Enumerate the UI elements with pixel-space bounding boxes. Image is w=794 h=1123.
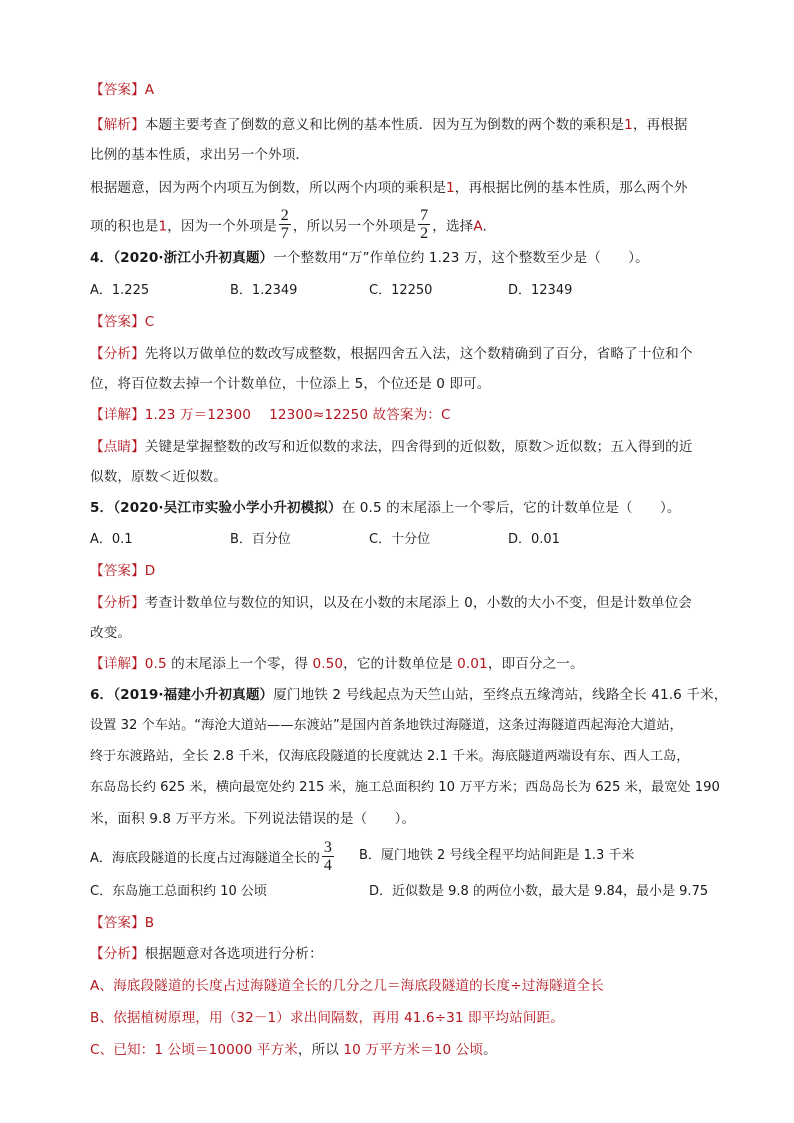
fraction-seven-halves [418, 207, 430, 242]
analysis-tag: 【分析】 [90, 595, 145, 611]
q4-option-a: A．1.225 [90, 283, 150, 298]
q6-analysis-b [90, 1008, 564, 1028]
answer-tag: 【答案】 [90, 314, 145, 330]
detail-text: 1.23 万＝12300 12300≈12250 故答案为：C [144, 407, 451, 423]
analysis-text: ，所以 [297, 1042, 344, 1058]
analysis-tag: 【解析】 [90, 117, 145, 133]
analysis-text: B、依据植树原理，用（32－1）求出间隔数，再用 [90, 1010, 404, 1026]
q5-option-c: C．十分位 [369, 532, 431, 547]
q6-stem-line-5: 米，面积 9.8 万平方米。下列说法错误的是（ ）。 [90, 811, 416, 827]
detail-number: 1 [446, 180, 455, 196]
q5-option-b: B．百分位 [230, 532, 291, 547]
question-source: （2019·福建小升初真题） [113, 687, 274, 703]
question-source: （2020·浙江小升初真题） [113, 250, 274, 266]
detail-number: 0.50 [312, 656, 344, 672]
q6-option-a [90, 841, 336, 876]
detail-text: 根据题意，因为两个内项互为倒数，所以两个内项的乘积是 [90, 180, 447, 196]
q4-option-b: B．1.2349 [230, 283, 298, 298]
q6-stem-line-3: 终于东渡路站，全长 2.8 千米，仅海底段隧道的长度就达 2.1 千米。海底隧道两端设有东、西人工岛， [90, 749, 690, 764]
q4-analysis-line-2: 位，将百位数去掉一个计数单位，十位添上 5，个位还是 0 即可。 [90, 376, 491, 392]
detail-text: 项的积也是 [90, 218, 159, 235]
fraction-denominator: 4 [323, 857, 332, 874]
q6-stem-line-1 [90, 685, 727, 705]
point-text: 关键是掌握整数的改写和近似数的求法，四舍得到的近似数，原数＞近似数；五入得到的近 [144, 439, 693, 455]
analysis-text: 。 [483, 1042, 497, 1058]
detail-tag: 【详解】 [90, 656, 145, 672]
fraction-denominator: 7 [280, 225, 289, 242]
detail-text: 的末尾添上一个零，得 [166, 656, 313, 672]
analysis-text: 即平均站间距。 [463, 1010, 564, 1026]
q4-answer-line [90, 312, 154, 332]
q5-stem [90, 498, 681, 518]
detail-number: 1 [158, 218, 168, 235]
detail-tag: 【详解】 [90, 407, 145, 423]
detail-text: ，再根据比例的基本性质，那么两个外 [454, 180, 688, 196]
detail-text: ，所以另一个外项是 [292, 218, 417, 235]
question-stem: 在 0.5 的末尾添上一个零后，它的计数单位是（ ）。 [341, 500, 681, 516]
q5-option-d: D．0.01 [508, 532, 560, 547]
detail-number: 0.5 [144, 656, 167, 672]
q4-analysis-line-1 [90, 344, 693, 364]
analysis-text: ，再根据 [632, 117, 688, 133]
fraction-numerator: 3 [323, 839, 332, 856]
fraction-two-sevenths [279, 207, 291, 242]
q6-analysis-line [90, 944, 323, 964]
q6-answer-line [90, 913, 154, 933]
q6-stem-line-2: 设置 32 个车站。“海沧大道站——东渡站”是国内首条地铁过海隧道，这条过海隧道西起海沧大道站， [90, 718, 683, 733]
q6-analysis-a: A、海底段隧道的长度占过海隧道全长的几分之几＝海底段隧道的长度÷过海隧道全长 [90, 978, 604, 994]
detail-text: ，选择 [432, 218, 474, 235]
detail-text: ，它的计数单位是 [343, 656, 458, 672]
q5-detail-line [90, 654, 584, 674]
detail-text: ，因为一个外项是 [167, 218, 277, 235]
answer-tag: 【答案】 [90, 915, 145, 931]
q4-detail-line [90, 405, 451, 425]
analysis-text: 考查计数单位与数位的知识，以及在小数的末尾添上 0，小数的大小不变，但是计数单位会 [144, 595, 693, 611]
q4-point-line-1 [90, 437, 693, 457]
point-tag: 【点睛】 [90, 439, 145, 455]
detail-choice: A [473, 218, 483, 235]
answer-value: B [144, 915, 155, 931]
question-number: 6． [90, 687, 114, 703]
analysis-fact: 10 万平方米＝10 公顷 [343, 1042, 484, 1058]
analysis-tag: 【分析】 [90, 946, 145, 962]
q3-detail-line-2 [90, 209, 487, 244]
q3-analysis-line-2: 比例的基本性质，求出另一个外项． [90, 147, 310, 163]
q3-analysis-line-1 [90, 115, 688, 135]
q4-point-line-2: 似数，原数＜近似数。 [90, 469, 227, 485]
q6-option-d: D．近似数是 9.8 的两位小数，最大是 9.84，最小是 9.75 [369, 884, 709, 899]
q6-option-c: C．东岛施工总面积约 10 公顷 [90, 884, 267, 899]
q6-option-b: B．厦门地铁 2 号线全程平均站间距是 1.3 千米 [359, 848, 635, 863]
question-source: （2020·吴江市实验小学小升初模拟） [113, 500, 342, 516]
fraction-numerator: 2 [280, 207, 289, 224]
answer-value: C [144, 314, 155, 330]
answer-tag: 【答案】 [90, 82, 145, 98]
fraction-numerator: 7 [420, 207, 429, 224]
question-stem: 一个整数用“万”作单位约 1.23 万，这个整数至少是（ ）。 [273, 250, 649, 266]
q4-option-d: D．12349 [508, 283, 573, 298]
detail-number: 0.01 [457, 656, 488, 672]
q5-analysis-line-1 [90, 593, 692, 613]
question-stem: 厦门地铁 2 号线起点为天竺山站，至终点五缘湾站，线路全长 41.6 千米， [273, 687, 728, 703]
fraction-denominator: 2 [420, 225, 429, 242]
analysis-text: 先将以万做单位的数改写成整数，根据四舍五入法，这个数精确到了百分，省略了十位和个 [144, 346, 693, 362]
analysis-tag: 【分析】 [90, 346, 145, 362]
answer-tag: 【答案】 [90, 563, 145, 579]
analysis-formula: 41.6÷31 [403, 1010, 464, 1026]
q4-option-c: C．12250 [369, 283, 433, 298]
analysis-text: C、已知： [90, 1042, 155, 1058]
analysis-number: 1 [624, 117, 633, 133]
answer-value: A [144, 82, 155, 98]
q5-analysis-line-2: 改变。 [90, 625, 132, 641]
question-number: 4． [90, 250, 114, 266]
q5-option-a: A．0.1 [90, 532, 133, 547]
detail-text: . [482, 218, 487, 235]
q3-detail-line-1 [90, 178, 688, 198]
q6-stem-line-4: 东岛岛长约 625 米，横向最宽处约 215 米，施工总面积约 10 万平方米；西岛岛长为 625 米，最宽处 190 [90, 780, 720, 795]
detail-text: ，即百分之一。 [487, 656, 584, 672]
q6-analysis-c [90, 1040, 497, 1060]
q3-answer-line [90, 80, 154, 100]
analysis-fact: 1 公顷＝10000 平方米 [154, 1042, 298, 1058]
q4-stem [90, 248, 649, 268]
option-text: A．海底段隧道的长度占过海隧道全长的 [90, 851, 320, 866]
q5-answer-line [90, 561, 155, 581]
fraction-three-quarters [322, 839, 334, 874]
question-number: 5． [90, 500, 114, 516]
analysis-text: 本题主要考查了倒数的意义和比例的基本性质．因为互为倒数的两个数的乘积是 [144, 117, 625, 133]
analysis-text: 根据题意对各选项进行分析： [144, 946, 323, 962]
answer-value: D [144, 563, 156, 579]
